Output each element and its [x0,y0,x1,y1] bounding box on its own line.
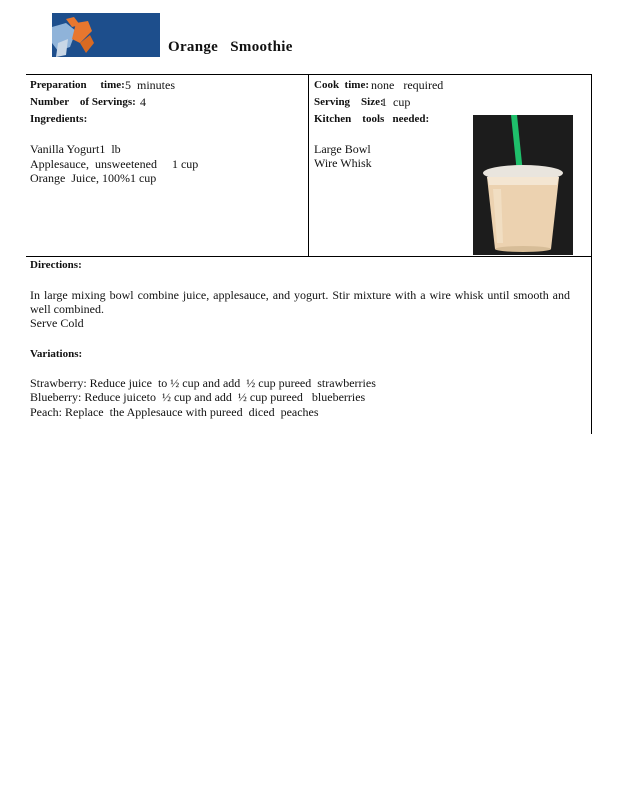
variations-label: Variations: [30,348,83,360]
serving-size-label: Serving Size: [314,96,384,108]
cook-time-label: Cook time: [314,79,369,91]
table-right-border [591,74,592,434]
variation-item: Blueberry: Reduce juiceto ½ cup and add ½ cup pureed blueberries [30,390,366,404]
ingredients-label: Ingredients: [30,113,88,125]
serve-instruction: Serve Cold [30,316,84,330]
ingredient-item: Orange Juice, 100%1 cup [30,171,157,185]
servings-label: Number of Servings: [30,96,136,108]
cook-time-value: none required [371,78,444,92]
prep-time-value: 5 minutes [125,78,175,92]
smoothie-photo [473,115,573,255]
logo-graphic [52,13,160,57]
serving-size-value: 1 cup [381,95,411,109]
directions-label: Directions: [30,259,82,271]
prep-time-label: Preparation time: [30,79,125,91]
ingredient-item: Applesauce, unsweetened 1 cup [30,157,199,171]
directions-text: In large mixing bowl combine juice, applesauce, and yogurt. Stir mixture with a wire whisk until smooth and well combined. [30,288,570,316]
variation-item: Strawberry: Reduce juice to ½ cup and add ½ cup pureed strawberries [30,376,376,390]
ingredient-item: Vanilla Yogurt1 lb [30,142,121,156]
recipe-title: Orange Smoothie [168,39,293,55]
row-divider [26,256,592,257]
tool-item: Large Bowl [314,142,371,156]
table-top-border [26,74,592,75]
tool-item: Wire Whisk [314,156,372,170]
column-divider [308,74,309,257]
variation-item: Peach: Replace the Applesauce with pureed diced peaches [30,405,319,419]
smoothie-cup-image [473,115,573,255]
kitchen-tools-label: Kitchen tools needed: [314,113,430,125]
logo [52,13,160,57]
servings-value: 4 [140,95,146,109]
